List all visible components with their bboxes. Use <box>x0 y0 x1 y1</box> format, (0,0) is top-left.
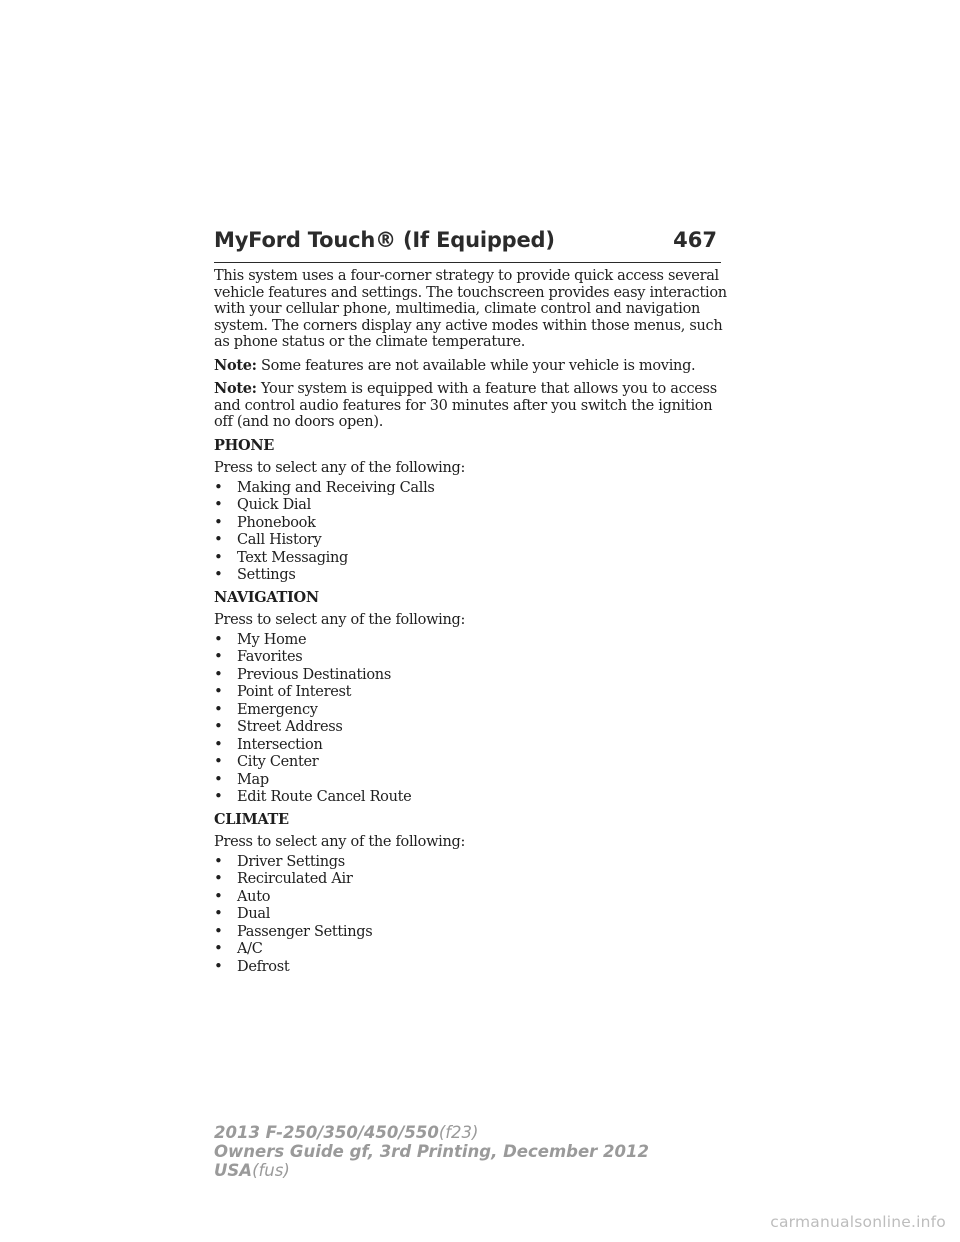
footer-model-code: (f23) <box>438 1123 479 1142</box>
list-item <box>214 870 734 888</box>
page-header <box>214 228 721 263</box>
bullet-icon: • <box>214 851 223 870</box>
list-item-text: Defrost <box>237 958 290 975</box>
section-heading: CLIMATE <box>214 810 289 828</box>
section-climate <box>214 812 734 976</box>
bullet-icon: • <box>214 530 223 548</box>
list-item-text: A/C <box>237 941 263 957</box>
list-item <box>214 479 734 497</box>
list-item-text: Previous Destinations <box>237 666 391 683</box>
list-item <box>214 923 734 941</box>
bullet-icon: • <box>214 904 223 922</box>
note-text: Some features are not available while your vehicle is moving. <box>261 357 696 374</box>
list-item-text: Quick Dial <box>237 497 311 513</box>
footer-model: 2013 F-250/350/450/550 <box>214 1123 439 1142</box>
list-item-text: Dual <box>237 906 271 922</box>
bullet-icon: • <box>214 717 223 735</box>
bullet-list <box>214 853 734 976</box>
note-text: Your system is equipped with a feature that allows you to access and control audio features for 30 minutes after you switch the ignition off (and no doors open). <box>214 381 717 430</box>
list-item <box>214 666 734 684</box>
footer-line-1 <box>214 1123 649 1142</box>
list-item <box>214 853 734 871</box>
bullet-icon: • <box>214 547 223 566</box>
bullet-icon: • <box>214 699 223 718</box>
list-item <box>214 736 734 754</box>
list-item <box>214 788 734 806</box>
bullet-icon: • <box>214 956 223 975</box>
section-intro: Press to select any of the following: <box>214 834 466 850</box>
section-intro: Press to select any of the following: <box>214 460 466 476</box>
note-label: Note: <box>214 356 257 374</box>
list-item-text: Edit Route Cancel Route <box>237 789 412 805</box>
footer-line-3 <box>214 1161 649 1180</box>
list-item-text: Text Messaging <box>237 549 349 566</box>
list-item-text: Making and Receiving Calls <box>237 479 435 496</box>
bullet-icon: • <box>214 752 223 770</box>
list-item <box>214 701 734 719</box>
section-heading: NAVIGATION <box>214 588 319 606</box>
bullet-icon: • <box>214 629 223 648</box>
bullet-list <box>214 631 734 806</box>
bullet-icon: • <box>214 477 223 496</box>
list-item <box>214 940 734 958</box>
list-item <box>214 496 734 514</box>
list-item <box>214 683 734 701</box>
list-item-text: Auto <box>237 888 271 905</box>
bullet-icon: • <box>214 682 223 700</box>
list-item-text: Favorites <box>237 649 303 665</box>
watermark: carmanualsonline.info <box>770 1213 946 1231</box>
list-item-text: Street Address <box>237 719 343 735</box>
list-item <box>214 549 734 567</box>
bullet-icon: • <box>214 512 223 531</box>
footer-region: USA <box>214 1161 253 1180</box>
list-item-text: Settings <box>237 567 296 583</box>
list-item-text: City Center <box>237 754 319 770</box>
section-navigation <box>214 590 734 806</box>
bullet-icon: • <box>214 886 223 905</box>
note-label: Note: <box>214 380 257 397</box>
intro-paragraph: This system uses a four-corner strategy to provide quick access several vehicle features and settings. The touchscreen provides easy interaction with your cellular phone, multimedia, climate control and navigation system. The corners display any active modes within those menus, such as phone status or the climate temperature. <box>214 268 727 350</box>
section-phone <box>214 438 734 584</box>
list-item-text: Passenger Settings <box>237 923 373 940</box>
page-footer <box>214 1123 649 1180</box>
list-item-text: Emergency <box>237 701 318 718</box>
section-intro: Press to select any of the following: <box>214 612 466 628</box>
footer-line-2: Owners Guide gf, 3rd Printing, December 2012 <box>214 1142 649 1161</box>
list-item-text: Phonebook <box>237 514 316 531</box>
list-item <box>214 631 734 649</box>
footer-region-code: (fus) <box>252 1161 290 1180</box>
note-audio <box>214 381 734 431</box>
page-number: 467 <box>673 228 717 252</box>
bullet-icon: • <box>214 495 223 513</box>
list-item-text: My Home <box>237 631 307 648</box>
list-item <box>214 753 734 771</box>
note-moving <box>214 358 734 375</box>
list-item-text: Driver Settings <box>237 853 345 870</box>
page-title: MyFord Touch® (If Equipped) <box>214 228 555 252</box>
list-item <box>214 648 734 666</box>
bullet-icon: • <box>214 647 223 665</box>
list-item <box>214 566 734 584</box>
page-content <box>214 268 734 981</box>
list-item <box>214 888 734 906</box>
list-item-text: Intersection <box>237 736 323 753</box>
list-item-text: Call History <box>237 532 322 548</box>
bullet-icon: • <box>214 939 223 957</box>
list-item <box>214 531 734 549</box>
list-item <box>214 771 734 789</box>
bullet-icon: • <box>214 921 223 940</box>
bullet-icon: • <box>214 734 223 753</box>
bullet-icon: • <box>214 769 223 788</box>
list-item <box>214 718 734 736</box>
list-item <box>214 958 734 976</box>
list-item <box>214 905 734 923</box>
section-heading: PHONE <box>214 436 275 454</box>
list-item <box>214 514 734 532</box>
bullet-icon: • <box>214 869 223 887</box>
list-item-text: Recirculated Air <box>237 871 353 887</box>
bullet-icon: • <box>214 787 223 805</box>
list-item-text: Map <box>237 771 269 788</box>
list-item-text: Point of Interest <box>237 684 352 700</box>
bullet-list <box>214 479 734 584</box>
bullet-icon: • <box>214 664 223 683</box>
bullet-icon: • <box>214 565 223 583</box>
